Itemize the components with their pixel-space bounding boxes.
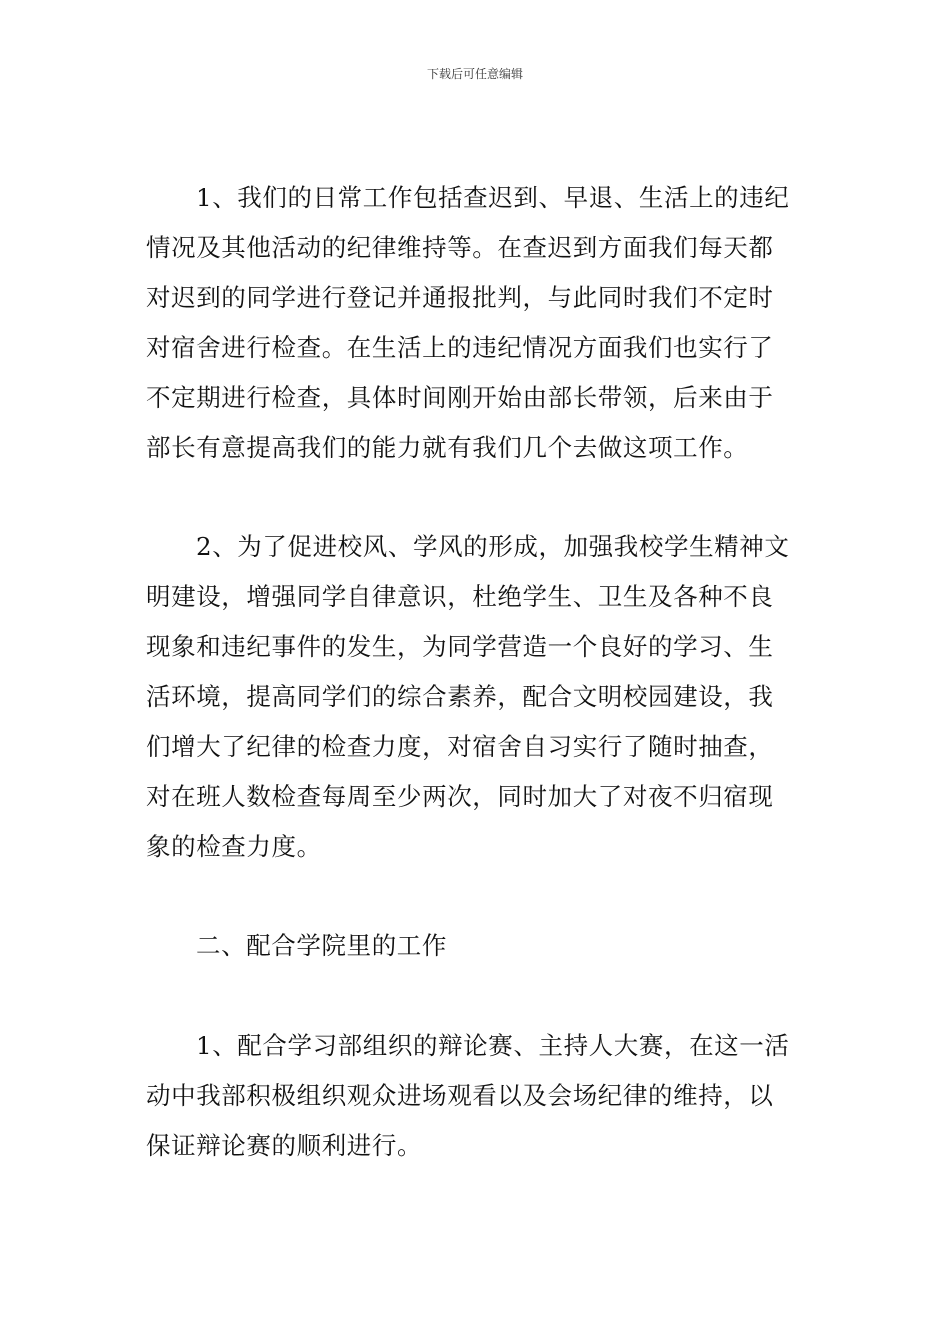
paragraph-3-line-1: 1、配合学习部组织的辩论赛、主持人大赛，在这一活	[196, 1031, 790, 1060]
paragraph-3-line-3: 保证辩论赛的顺利进行。	[146, 1131, 423, 1160]
paragraph-2-line-6: 对在班人数检查每周至少两次，同时加大了对夜不归宿现	[146, 782, 774, 811]
section-heading: 二、配合学院里的工作	[196, 931, 447, 960]
paragraph-2-line-4: 活环境，提高同学们的综合素养，配合文明校园建设，我	[146, 682, 774, 711]
paragraph-2-line-7: 象的检查力度。	[146, 832, 322, 861]
paragraph-1-line-3: 对迟到的同学进行登记并通报批判，与此同时我们不定时	[146, 283, 774, 312]
paragraph-2-line-1: 2、为了促进校风、学风的形成，加强我校学生精神文	[196, 532, 790, 561]
paragraph-1-line-5: 不定期进行检查，具体时间刚开始由部长带领，后来由于	[146, 383, 774, 412]
paragraph-1-line-2: 情况及其他活动的纪律维持等。在查迟到方面我们每天都	[146, 233, 774, 262]
paragraph-2-line-2: 明建设，增强同学自律意识，杜绝学生、卫生及各种不良	[146, 582, 774, 611]
paragraph-1-line-4: 对宿舍进行检查。在生活上的违纪情况方面我们也实行了	[146, 333, 774, 362]
paragraph-2-line-5: 们增大了纪律的检查力度，对宿舍自习实行了随时抽查，	[146, 732, 774, 761]
paragraph-2-line-3: 现象和违纪事件的发生，为同学营造一个良好的学习、生	[146, 632, 774, 661]
header-note: 下载后可任意编辑	[426, 67, 523, 81]
paragraph-3-line-2: 动中我部积极组织观众进场观看以及会场纪律的维持，以	[146, 1081, 774, 1110]
paragraph-1-line-1: 1、我们的日常工作包括查迟到、早退、生活上的违纪	[196, 183, 790, 212]
paragraph-1-line-6: 部长有意提高我们的能力就有我们几个去做这项工作。	[146, 433, 749, 462]
